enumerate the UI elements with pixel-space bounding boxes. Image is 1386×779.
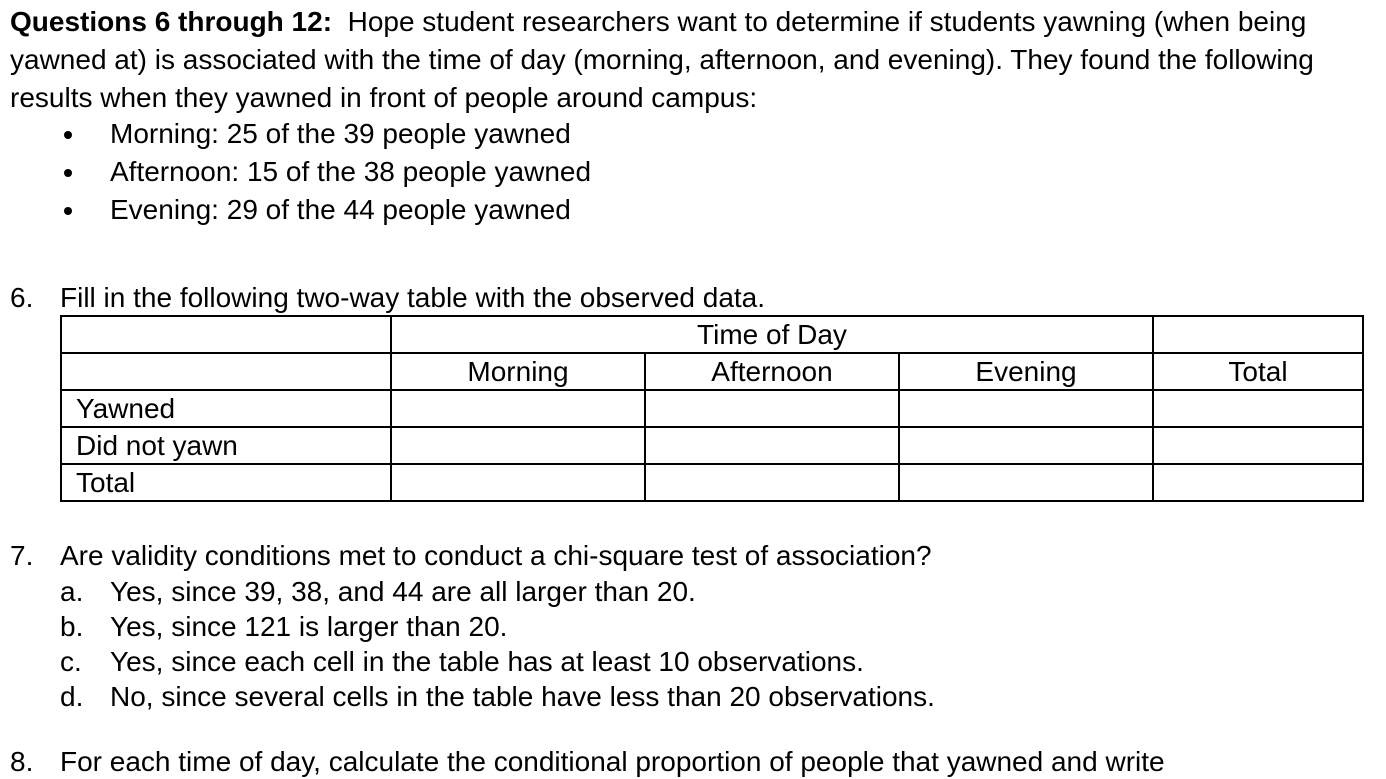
choice-b[interactable] [60,609,935,644]
question-6 [10,281,765,315]
choice-text: Yes, since 39, 38, and 44 are all larger than 20. [110,576,696,607]
table-cell-blank [1153,316,1363,353]
choice-letter: d. [60,681,84,712]
bullet-icon [64,169,72,177]
choice-c[interactable] [60,644,935,679]
table-row [61,464,1363,501]
table-header-row [61,316,1363,353]
choice-letter: b. [60,611,84,642]
column-header-total: Total [1153,353,1363,390]
row-header-did-not-yawn: Did not yawn [61,427,391,464]
table-row [61,390,1363,427]
question-text: Fill in the following two-way table with the observed data. [60,282,766,313]
two-way-table [60,315,1364,502]
results-list [0,115,591,229]
choice-text: Yes, since 121 is larger than 20. [110,611,508,642]
question-number: 7. [10,540,34,571]
question-8 [10,745,1165,779]
intro-heading: Questions 6 through 12: [10,6,333,37]
question-number: 6. [10,282,34,313]
choice-text: Yes, since each cell in the table has at least 10 observations. [110,646,864,677]
table-cell-input[interactable] [645,390,899,427]
table-cell-input[interactable] [391,427,645,464]
column-header-evening: Evening [899,353,1153,390]
choice-a[interactable] [60,574,935,609]
table-cell-input[interactable] [899,464,1153,501]
question-text: For each time of day, calculate the conditional proportion of people that yawned and write [60,746,1165,777]
intro-text: Hope student researchers want to determine if students yawning (when being yawned at) is associated with the time of day (morning, afternoon, and evening). They found the following results when they yawned in front of people around campus: [10,6,1314,113]
table-cell-input[interactable] [1153,390,1363,427]
question-number: 8. [10,746,34,777]
question-7 [10,539,932,573]
group-header-time-of-day: Time of Day [391,316,1153,353]
answer-choices [60,574,935,714]
list-item: Evening: 29 of the 44 people yawned [0,191,591,229]
column-header-morning: Morning [391,353,645,390]
choice-d[interactable] [60,679,935,714]
table-cell-input[interactable] [1153,427,1363,464]
table-cell-input[interactable] [899,427,1153,464]
row-header-total: Total [61,464,391,501]
bullet-icon [64,207,72,215]
table-cell-input[interactable] [391,390,645,427]
list-item: Morning: 25 of the 39 people yawned [0,115,591,153]
table-cell-input[interactable] [899,390,1153,427]
choice-letter: c. [60,646,82,677]
table-cell-blank [61,316,391,353]
intro-paragraph [10,3,1380,117]
choice-text: No, since several cells in the table have less than 20 observations. [110,681,935,712]
column-header-afternoon: Afternoon [645,353,899,390]
choice-letter: a. [60,576,84,607]
table-row [61,427,1363,464]
row-header-yawned: Yawned [61,390,391,427]
table-cell-input[interactable] [1153,464,1363,501]
table-cell-input[interactable] [645,464,899,501]
list-item: Afternoon: 15 of the 38 people yawned [0,153,591,191]
bullet-icon [64,131,72,139]
table-cell-input[interactable] [645,427,899,464]
table-cell-input[interactable] [391,464,645,501]
table-cell-blank [61,353,391,390]
question-text: Are validity conditions met to conduct a chi-square test of association? [60,540,932,571]
table-header-row [61,353,1363,390]
